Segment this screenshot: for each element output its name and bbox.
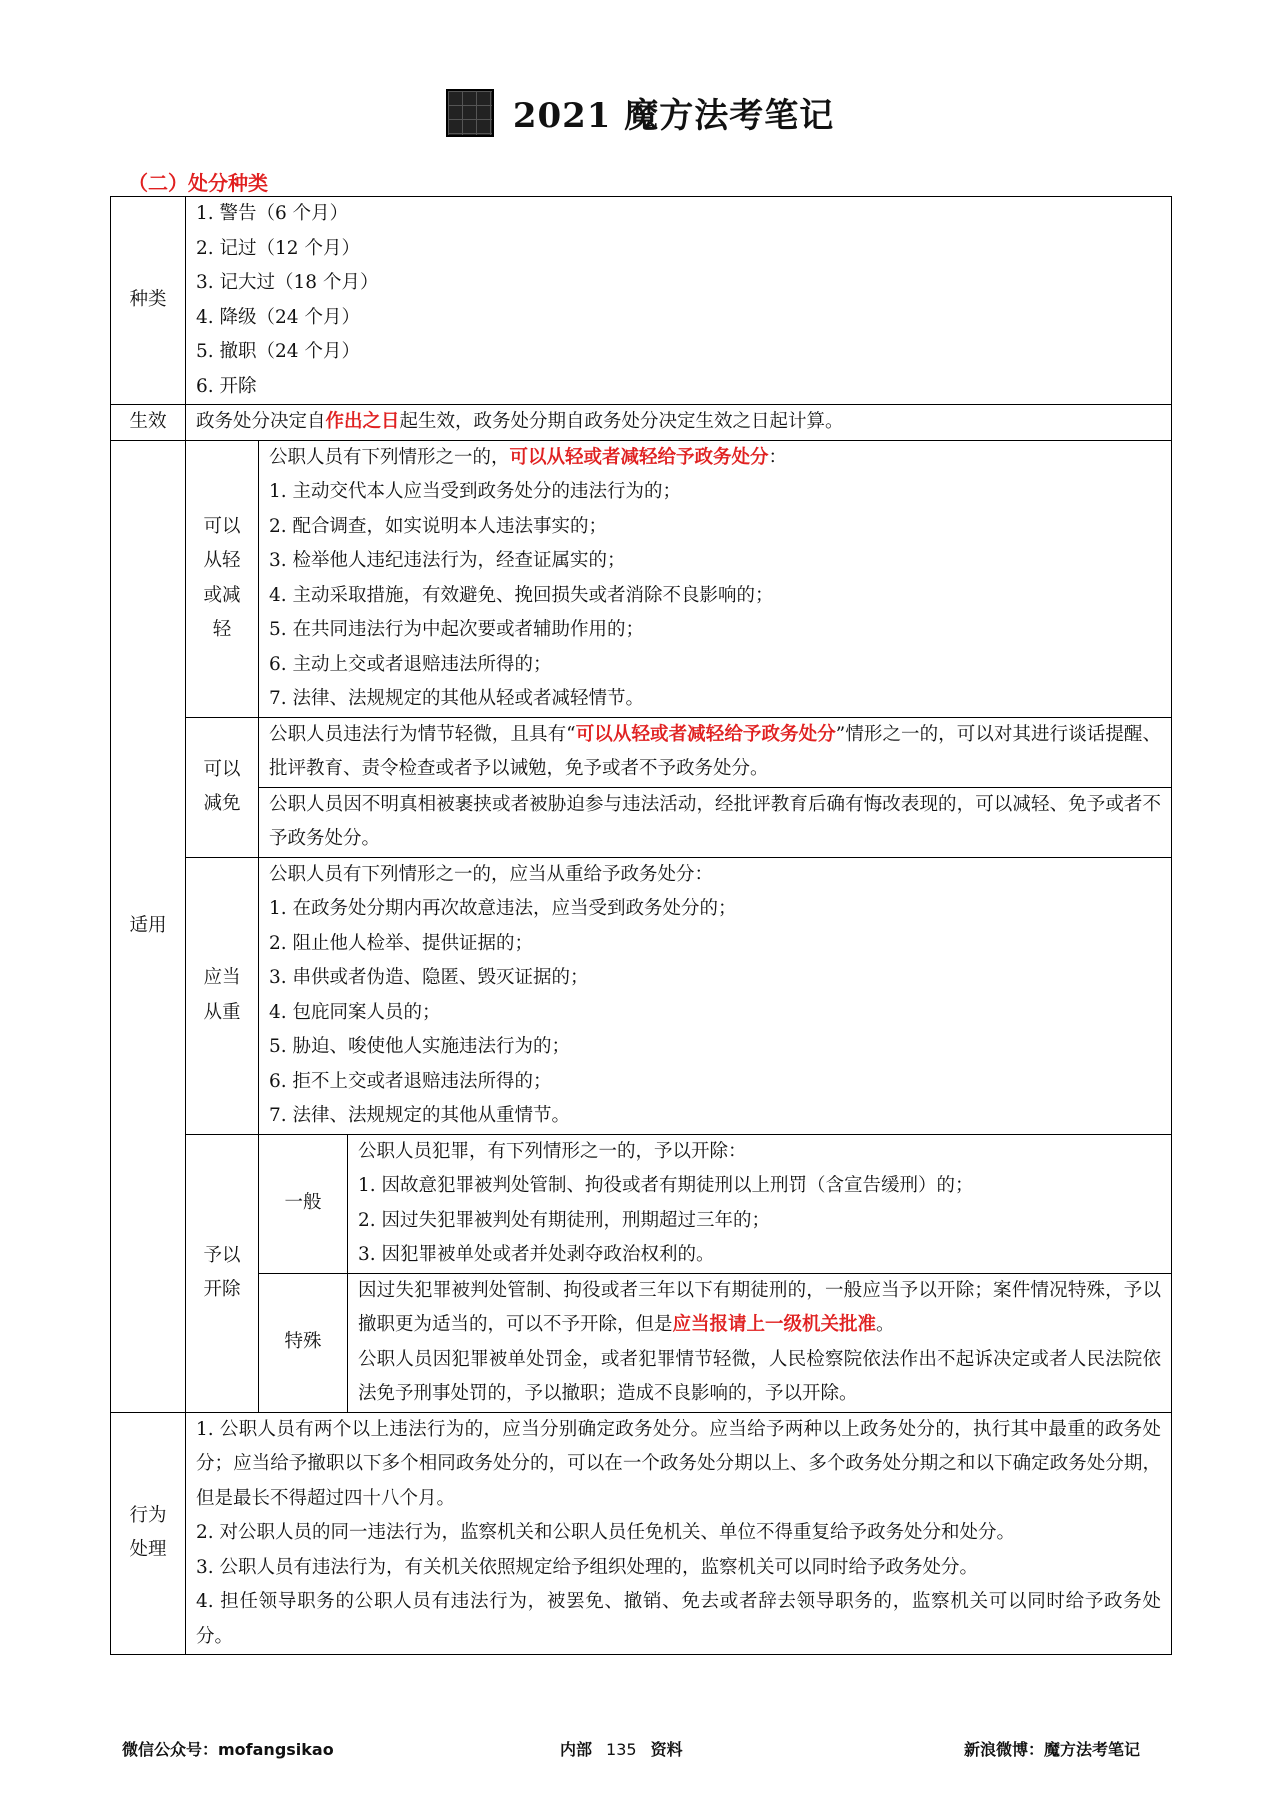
list-item: 5. 撤职（24 个月） xyxy=(196,341,360,362)
footer-material: 资料 xyxy=(650,1740,683,1759)
punishment-types-table xyxy=(110,196,1172,1655)
text: 公职人员有下列情形之一的， xyxy=(269,446,510,468)
text: 政务处分决定自 xyxy=(196,411,326,432)
footer-wechat: 微信公众号：mofangsikao xyxy=(122,1740,334,1759)
label-zhonglei: 种类 xyxy=(111,197,186,405)
row-zhonglei xyxy=(111,197,1172,405)
list-item: 1. 因故意犯罪被判处管制、拘役或者有期徒刑以上刑罚（含宣告缓刑）的； xyxy=(358,1175,974,1196)
label-text: 应当从重 xyxy=(203,967,241,1023)
text: 因过失犯罪被判处管制、拘役或者三年以下有期徒刑的，一般应当予以开除；案件情况特殊，予以撤职更为适当的，可以不予开除，但是 xyxy=(358,1279,1161,1335)
text: ”情形之一的，可以对其进行谈话提醒、批评教育、责令检查或者予以诫勉，免予或者不予政务处分。 xyxy=(269,723,1161,779)
list-item: 7. 法律、法规规定的其他从轻或者减轻情节。 xyxy=(269,688,645,709)
label-teshu: 特殊 xyxy=(259,1273,348,1412)
row-jianmian-1 xyxy=(111,717,1172,787)
page-number: 135 xyxy=(606,1740,637,1759)
list-item: 6. 拒不上交或者退赔违法所得的； xyxy=(269,1070,552,1092)
teshu-p1 xyxy=(358,1274,1161,1343)
label-text: 可以减免 xyxy=(203,758,241,814)
list-item: 2. 阻止他人检举、提供证据的； xyxy=(269,932,534,954)
intro: 公职人员犯罪，有下列情形之一的，予以开除： xyxy=(358,1140,747,1162)
list-item: 3. 记大过（18 个月） xyxy=(196,272,379,293)
text: ： xyxy=(768,446,788,468)
list-item: 1. 公职人员有两个以上违法行为的，应当分别确定政务处分。应当给予两种以上政务处分的，执行其中最重的政务处分；应当给予撤职以下多个相同政务处分的，可以在一个政务处分期以上、多个政务处分期之和以下确定政务处分期，但是最长不得超过四十八个月。 xyxy=(196,1418,1161,1509)
row-kaichu-teshu xyxy=(111,1273,1172,1412)
label-text: 予以开除 xyxy=(203,1244,241,1300)
row-chuli xyxy=(111,1412,1172,1655)
footer-weibo: 新浪微博：魔方法考笔记 xyxy=(963,1740,1140,1759)
list-item: 6. 主动上交或者退赔违法所得的； xyxy=(269,653,552,675)
zhonglei-content xyxy=(186,197,1172,405)
label-shiyong: 适用 xyxy=(111,440,186,1412)
row-congzhong xyxy=(111,857,1172,1134)
list-item: 6. 开除 xyxy=(196,375,257,397)
intro: 公职人员有下列情形之一的，应当从重给予政务处分： xyxy=(269,863,714,885)
row-kuqing xyxy=(111,440,1172,717)
list-item: 2. 对公职人员的同一违法行为，监察机关和公职人员任免机关、单位不得重复给予政务处分和处分。 xyxy=(196,1522,1016,1543)
highlight-text: 可以从轻或者减轻给予政务处分 xyxy=(575,723,836,745)
list-item: 2. 配合调查，如实说明本人违法事实的； xyxy=(269,515,608,537)
label-text: 可以从轻或减轻 xyxy=(203,515,241,640)
label-shengxiao: 生效 xyxy=(111,405,186,441)
list-item: 3. 串供或者伪造、隐匿、毁灭证据的； xyxy=(269,967,589,988)
list-item: 7. 法律、法规规定的其他从重情节。 xyxy=(269,1105,571,1126)
list-item: 5. 胁迫、唆使他人实施违法行为的； xyxy=(269,1036,571,1057)
footer-center xyxy=(560,1737,683,1760)
list-item: 2. 因过失犯罪被判处有期徒刑，刑期超过三年的； xyxy=(358,1209,771,1231)
teshu-content xyxy=(348,1273,1172,1412)
label-jianmian xyxy=(186,717,259,857)
yiban-content xyxy=(348,1134,1172,1273)
text: 起生效，政务处分期自政务处分决定生效之日起计算。 xyxy=(399,411,844,432)
row-shengxiao xyxy=(111,405,1172,441)
list-item: 4. 主动采取措施，有效避免、挽回损失或者消除不良影响的； xyxy=(269,584,774,606)
label-kaichu xyxy=(186,1134,259,1412)
footer-internal: 内部 xyxy=(560,1740,593,1759)
chuli-content xyxy=(186,1412,1172,1655)
label-text: 行为处理 xyxy=(129,1504,167,1561)
row-jianmian-2 xyxy=(111,787,1172,857)
highlight-text: 可以从轻或者减轻给予政务处分 xyxy=(509,446,769,468)
list-item: 1. 在政务处分期内再次故意违法，应当受到政务处分的； xyxy=(269,898,737,919)
text: 公职人员违法行为情节轻微，且具有“ xyxy=(269,723,576,745)
page-footer xyxy=(0,1737,1280,1761)
list-item: 3. 检举他人违纪违法行为，经查证属实的； xyxy=(269,550,626,571)
intro xyxy=(269,441,1161,476)
page-title: 2021 魔方法考笔记 xyxy=(512,96,835,136)
list-item: 3. 因犯罪被单处或者并处剥夺政治权利的。 xyxy=(358,1244,715,1265)
list-item: 5. 在共同违法行为中起次要或者辅助作用的； xyxy=(269,619,645,640)
list-item: 2. 记过（12 个月） xyxy=(196,237,360,259)
jianmian-p2: 公职人员因不明真相被裹挟或者被胁迫参与违法活动，经批评教育后确有悔改表现的，可以减轻、免予或者不予政务处分。 xyxy=(259,787,1172,857)
list-item: 3. 公职人员有违法行为，有关机关依照规定给予组织处理的，监察机关可以同时给予政务处分。 xyxy=(196,1556,979,1578)
list-item: 4. 担任领导职务的公职人员有违法行为，被罢免、撤销、免去或者辞去领导职务的，监察机关可以同时给予政务处分。 xyxy=(196,1591,1161,1647)
list-item: 1. 主动交代本人应当受到政务处分的违法行为的； xyxy=(269,481,682,502)
text: 。 xyxy=(876,1314,895,1335)
list-item: 4. 降级（24 个月） xyxy=(196,306,360,328)
rubiks-cube-logo-icon xyxy=(446,89,494,137)
list-item: 4. 包庇同案人员的； xyxy=(269,1001,441,1023)
list-item: 1. 警告（6 个月） xyxy=(196,203,349,224)
label-yiban: 一般 xyxy=(259,1134,348,1273)
label-congzhong xyxy=(186,857,259,1134)
kuqing-content xyxy=(259,440,1172,717)
highlight-text: 作出之日 xyxy=(325,411,400,432)
label-kuqing xyxy=(186,440,259,717)
highlight-text: 应当报请上一级机关批准 xyxy=(672,1314,877,1335)
teshu-p2: 公职人员因犯罪被单处罚金，或者犯罪情节轻微，人民检察院依法作出不起诉决定或者人民法院依法免予刑事处罚的，予以撤职；造成不良影响的，予以开除。 xyxy=(358,1348,1161,1404)
section-title: （二）处分种类 xyxy=(128,171,268,195)
page-header xyxy=(0,88,1280,137)
label-chuli xyxy=(111,1412,186,1655)
congzhong-content xyxy=(259,857,1172,1134)
row-kaichu-yiban xyxy=(111,1134,1172,1273)
shengxiao-content xyxy=(186,405,1172,441)
jianmian-p1 xyxy=(259,717,1172,787)
